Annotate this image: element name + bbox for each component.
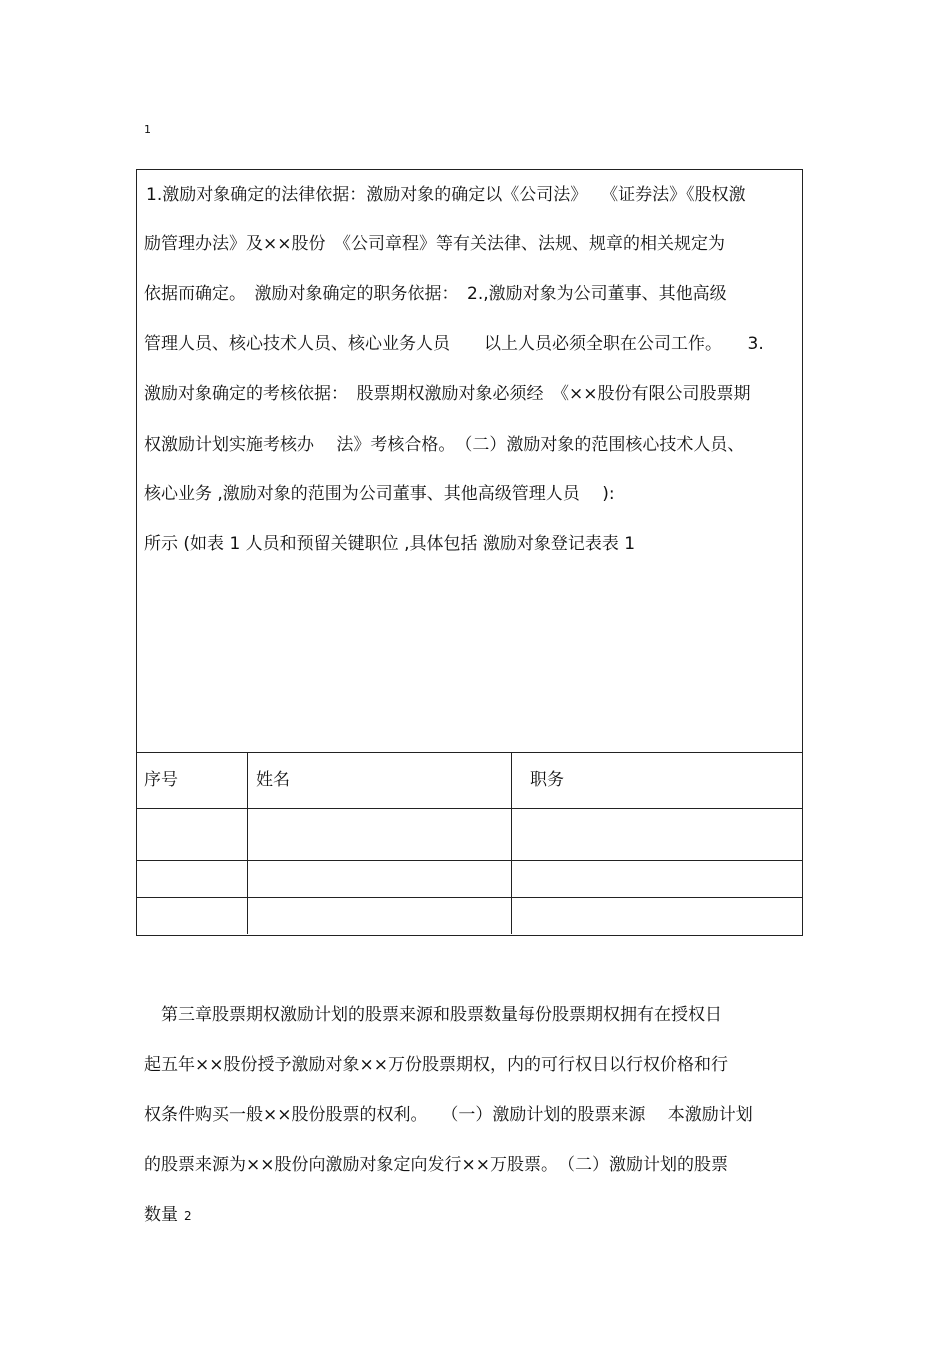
body-text-line: 第三章股票期权激励计划的股票来源和股票数量每份股票期权拥有在授权日 — [144, 1005, 722, 1025]
table-header-name: 姓名 — [256, 770, 290, 790]
page-marker: 2 — [184, 1209, 192, 1223]
table-header-position: 职务 — [530, 770, 564, 790]
table-header-index: 序号 — [144, 770, 178, 790]
box-paragraph-line: 所示 (如表 1 人员和预留关键职位 ,具体包括 激励对象登记表表 1 — [144, 534, 636, 554]
body-text-line: 的股票来源为××股份向激励对象定向发行××万股票。 （二）激励计划的股票 — [144, 1155, 728, 1175]
table-top-border — [136, 752, 802, 753]
table-row-divider — [136, 860, 802, 861]
table-column-divider — [511, 752, 512, 934]
body-text-line: 起五年××股份授予激励对象××万份股票期权，内的可行权日以行权价格和行 — [144, 1055, 728, 1075]
body-text-last-words: 数量 — [144, 1205, 178, 1225]
table-row-divider — [136, 808, 802, 809]
box-paragraph-line: 激励对象确定的考核依据： 股票期权激励对象必须经 《××股份有限公司股票期 — [144, 384, 751, 404]
box-paragraph-line: 依据而确定。 激励对象确定的职务依据： 2.,激励对象为公司董事、其他高级 — [144, 284, 727, 304]
box-paragraph-line: 权激励计划实施考核办 法》考核合格。 （二）激励对象的范围核心技术人员、 — [144, 435, 745, 455]
body-text-line-last — [144, 1204, 192, 1227]
page-number-top: 1 — [144, 123, 151, 136]
table-column-divider — [247, 752, 248, 934]
table-row-divider — [136, 897, 802, 898]
box-paragraph-line: 励管理办法》及××股份 《公司章程》等有关法律、法规、规章的相关规定为 — [144, 234, 725, 254]
box-paragraph-line: 核心业务 ,激励对象的范围为公司董事、其他高级管理人员 ): — [144, 484, 615, 504]
body-text-line: 权条件购买一般××股份股票的权利。 （一）激励计划的股票来源 本激励计划 — [144, 1105, 753, 1125]
box-paragraph-line: 管理人员、核心技术人员、核心业务人员 以上人员必须全职在公司工作。 3. — [144, 334, 764, 354]
box-paragraph-line: 1.激励对象确定的法律依据：激励对象的确定以《公司法》 《证券法》《股权激 — [146, 185, 746, 205]
